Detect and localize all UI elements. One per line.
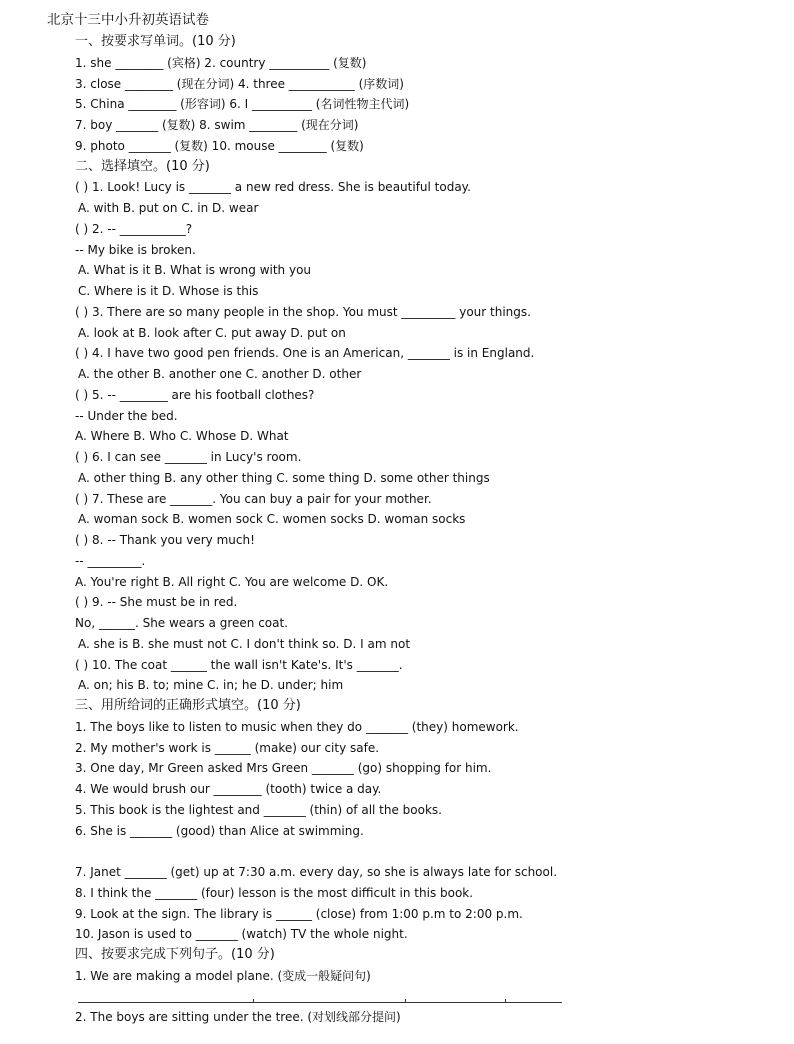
dialogue-line: -- Under the bed. [75, 408, 178, 423]
options-line: A. with B. put on C. in D. wear [78, 201, 259, 215]
section1-line: 9. photo _______ (复数) 10. mouse ________ (复数) [75, 138, 364, 153]
options-line: A. on; his B. to; mine C. in; he D. under; him [78, 678, 344, 693]
exam-title: 北京十三中小升初英语试卷 [47, 12, 209, 28]
question-line: ( ) 6. I can see _______ in Lucy's room. [75, 450, 302, 464]
options-line: A. You're right B. All right C. You are welcome D. OK. [75, 574, 389, 589]
fill-line: 2. My mother's work is ______ (make) our city safe. [75, 740, 380, 755]
question-line: ( ) 9. -- She must be in red. [75, 595, 238, 610]
rewrite-question: 2. The boys are sitting under the tree. (对划线部分提问) [75, 1010, 401, 1025]
blank-spacer [75, 841, 775, 862]
fill-line: 7. Janet _______ (get) up at 7:30 a.m. every day, so she is always late for school. [75, 865, 558, 879]
fill-line: 9. Look at the sign. The library is ______ (close) from 1:00 p.m to 2:00 p.m. [75, 906, 523, 921]
options-line: A. woman sock B. women sock C. women socks D. woman socks [78, 512, 466, 527]
options-line: C. Where is it D. Whose is this [78, 284, 259, 298]
options-line: A. look at B. look after C. put away D. put on [78, 325, 346, 340]
fill-line: 5. This book is the lightest and _______ (thin) of all the books. [75, 802, 442, 817]
rule-tick [505, 999, 506, 1003]
question-line: ( ) 5. -- ________ are his football clothes? [75, 387, 315, 402]
answer-rule [78, 1002, 562, 1003]
rule-tick [405, 999, 406, 1003]
section1-line: 7. boy _______ (复数) 8. swim ________ (现在分词) [75, 118, 359, 132]
section1-line: 1. she ________ (宾格) 2. country __________ (复数) [75, 55, 367, 70]
options-line: A. other thing B. any other thing C. some thing D. some other things [78, 470, 490, 485]
options-line: A. the other B. another one C. another D. other [78, 367, 362, 381]
question-line: ( ) 2. -- ___________? [75, 221, 193, 236]
fill-line: 3. One day, Mr Green asked Mrs Green _______ (go) shopping for him. [75, 761, 492, 776]
section1-heading: 一、按要求写单词。(10 分) [75, 34, 236, 49]
options-line: A. she is B. she must not C. I don't think so. D. I am not [78, 636, 411, 651]
question-line: ( ) 3. There are so many people in the shop. You must _________ your things. [75, 304, 531, 319]
fill-line: 6. She is _______ (good) than Alice at swimming. [75, 823, 364, 838]
dialogue-line: -- My bike is broken. [75, 242, 196, 257]
question-line: ( ) 7. These are _______. You can buy a pair for your mother. [75, 491, 432, 506]
options-line: A. What is it B. What is wrong with you [78, 263, 312, 278]
section2-heading: 二、选择填空。(10 分) [75, 158, 210, 174]
question-line: ( ) 4. I have two good pen friends. One is an American, _______ is in England. [75, 346, 535, 361]
exam-body [75, 32, 775, 1028]
question-line: ( ) 10. The coat ______ the wall isn't Kate's. It's _______. [75, 657, 403, 672]
fill-line: 8. I think the _______ (four) lesson is the most difficult in this book. [75, 885, 474, 900]
section1-line: 5. China ________ (形容词) 6. I __________ (名词性物主代词) [75, 97, 410, 112]
question-line: ( ) 8. -- Thank you very much! [75, 533, 255, 547]
section3-heading: 三、用所给词的正确形式填空。(10 分) [75, 698, 301, 713]
fill-line: 10. Jason is used to _______ (watch) TV the whole night. [75, 927, 408, 942]
section1-line: 3. close ________ (现在分词) 4. three ___________ (序数词) [75, 76, 404, 91]
rewrite-question: 1. We are making a model plane. (变成一般疑问句) [75, 968, 371, 983]
dialogue-line: -- _________. [75, 553, 146, 568]
fill-line: 1. The boys like to listen to music when they do _______ (they) homework. [75, 719, 519, 734]
question-line: ( ) 1. Look! Lucy is _______ a new red dress. She is beautiful today. [75, 180, 471, 195]
rule-tick [253, 999, 254, 1003]
fill-line: 4. We would brush our ________ (tooth) twice a day. [75, 782, 382, 796]
section4-heading: 四、按要求完成下列句子。(10 分) [75, 947, 275, 962]
answer-line [75, 987, 775, 1008]
options-line: A. Where B. Who C. Whose D. What [75, 429, 289, 444]
dialogue-line: No, ______. She wears a green coat. [75, 616, 288, 630]
